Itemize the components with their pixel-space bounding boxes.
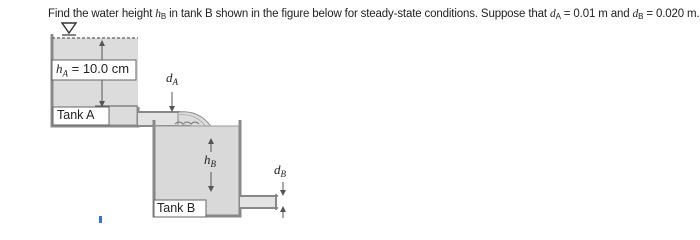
dB-symbol: d: [632, 8, 639, 20]
hB-symbol: h: [155, 8, 161, 20]
free-surface-icon: [62, 23, 76, 33]
outlet-pipe-b: [240, 196, 276, 208]
dA-symbol: d: [549, 8, 556, 20]
hA-label: $h_A = 10.0$ cm: [56, 61, 130, 79]
outlet-pipe-a: [138, 112, 178, 126]
dB-label: $d_B$: [274, 162, 286, 179]
tank-a-label: Tank A: [57, 108, 95, 122]
tank-b-label: Tank B: [157, 201, 196, 215]
dA-label: $d_A$: [166, 70, 178, 87]
cursor-marker: [99, 216, 102, 223]
hB-label: $h_B$: [204, 152, 216, 169]
problem-statement: Find the water height $h_B$ in tank B shown in the figure below for steady-state conditions. Suppose that $d_A = 0.01$ m and $d_B = 0.020$ m.: [48, 8, 700, 21]
